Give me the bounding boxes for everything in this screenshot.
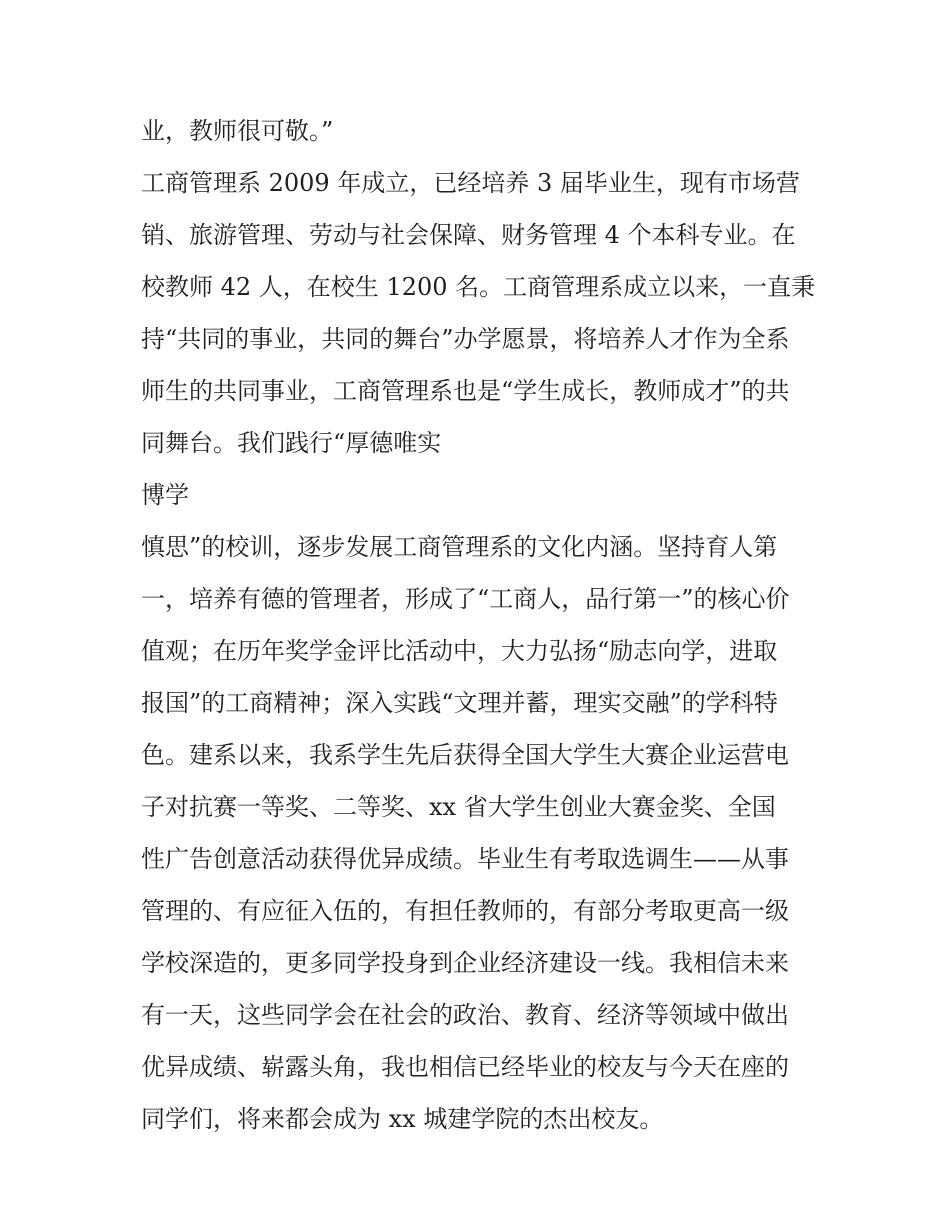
text-line: 持“共同的事业，共同的舞台”办学愿景，将培养人才作为全系 <box>141 325 790 353</box>
text-line: 值观；在历年奖学金评比活动中，大力弘扬“励志向学，进取 <box>141 637 778 665</box>
text-line: 有一天，这些同学会在社会的政治、教育、经济等领域中做出 <box>141 1001 789 1029</box>
text-line: 学校深造的，更多同学投身到企业经济建设一线。我相信未来 <box>141 949 789 977</box>
body-text <box>141 105 821 1145</box>
text-line: 博学 <box>141 481 189 509</box>
text-line: 优异成绩、崭露头角，我也相信已经毕业的校友与今天在座的 <box>141 1053 789 1081</box>
text-line: 报国”的工商精神；深入实践“文理并蓄，理实交融”的学科特 <box>141 689 778 717</box>
text-line: 工商管理系 2009 年成立，已经培养 3 届毕业生，现有市场营 <box>141 169 800 197</box>
text-line: 色。建系以来，我系学生先后获得全国大学生大赛企业运营电 <box>141 741 789 769</box>
text-line: 同学们，将来都会成为 xx 城建学院的杰出校友。 <box>141 1105 664 1133</box>
text-line: 销、旅游管理、劳动与社会保障、财务管理 4 个本科专业。在 <box>141 221 796 249</box>
text-line: 师生的共同事业，工商管理系也是“学生成长，教师成才”的共 <box>141 377 790 405</box>
text-line: 性广告创意活动获得优异成绩。毕业生有考取选调生——从事 <box>141 845 789 873</box>
text-line: 慎思”的校训，逐步发展工商管理系的文化内涵。坚持育人第 <box>141 533 778 561</box>
text-line: 一，培养有德的管理者，形成了“工商人，品行第一”的核心价 <box>141 585 790 613</box>
text-line: 业，教师很可敬。” <box>141 117 334 145</box>
text-line: 校教师 42 人，在校生 1200 名。工商管理系成立以来，一直秉 <box>141 273 816 301</box>
text-line: 管理的、有应征入伍的，有担任教师的，有部分考取更高一级 <box>141 897 789 925</box>
text-line: 同舞台。我们践行“厚德唯实 <box>141 429 442 457</box>
text-line: 子对抗赛一等奖、二等奖、xx 省大学生创业大赛金奖、全国 <box>141 793 776 821</box>
